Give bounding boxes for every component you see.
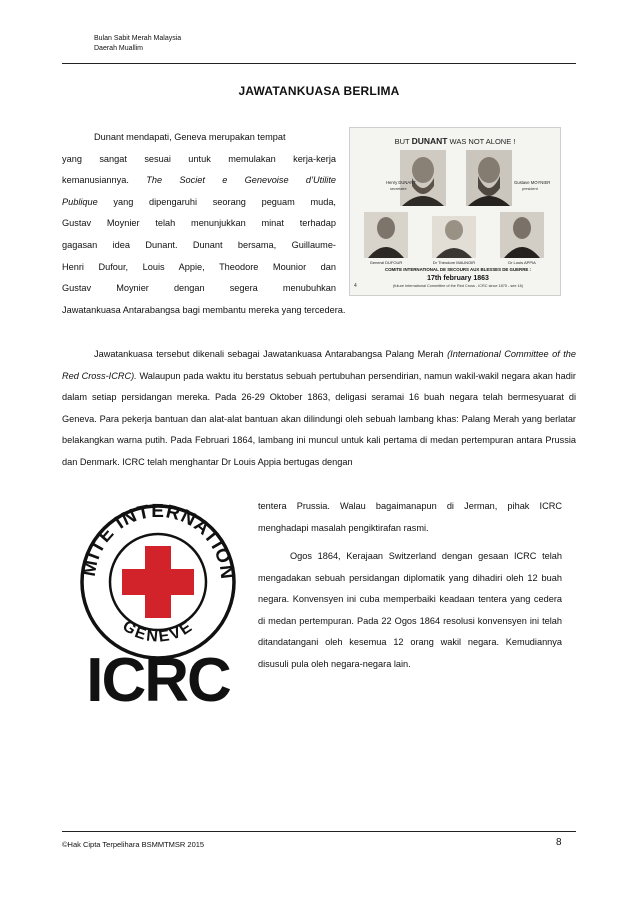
caption-note: (future International Committee of the Red Cross - ICRC since 1875 - see 16) [393, 284, 523, 288]
caption-date: 17th february 1863 [427, 275, 489, 282]
paragraph-3-text: Ogos 1864, Kerajaan Switzerland dengan gesaan ICRC telah mengadakan sebuah persidangan diplomatik yang dihadiri oleh 12 buah negara. Konvensyen ini cuba memperbaiki keadaan tentera yang cedera di medan pertempuran. Pada 22 Ogos 1864 resolusi konvensyen ini telah ditandatangani oleh kesemua 12 orang wakil negara. Kemudiannya disusuli pula oleh negara-negara lain. [258, 551, 562, 669]
founders-photo [349, 127, 561, 296]
line: gagasan idea Dunant. Dunant bersama, Guillaume- [62, 239, 336, 250]
red-crescent-logo [62, 30, 92, 60]
portrait-dufour [364, 212, 408, 258]
icrc-wordmark: ICRC [86, 646, 230, 710]
paragraph-2 [62, 344, 576, 474]
label-maunoir: Dr Théodore MAUNOIR [432, 260, 476, 265]
portrait-maunoir [432, 216, 476, 258]
paragraph-3 [258, 546, 562, 676]
line [62, 170, 336, 192]
footer-rule [62, 831, 576, 832]
footer-copyright: ©Hak Cipta Terpelihara BSMMTMSR 2015 [62, 840, 205, 849]
label-dufour: General DUFOUR [369, 260, 403, 265]
text-italic: (International Committee of the Red Cross-ICRC). [62, 349, 576, 381]
text: Jawatankuasa tersebut dikenali sebagai Jawatankuasa Antarabangsa Palang Merah [94, 349, 448, 359]
line: Dunant mendapati, Geneva merupakan tempat [94, 132, 286, 142]
label-dunant: Henry DUNANT [386, 180, 416, 185]
paragraph-2-continued [258, 496, 562, 539]
portrait-moynier [466, 150, 512, 206]
text-italic: Publique [62, 196, 98, 207]
red-cross-icon [122, 546, 194, 618]
line: Gustav Moynier telah menunjukkan minat terhadap [62, 218, 336, 229]
headline-part: BUT [394, 137, 412, 146]
label-appia: Dr Louis APPIA [508, 260, 536, 265]
founders-photo-art [350, 128, 560, 295]
ring-bottom-text: GENEVE [119, 617, 197, 646]
text: yang dipengaruhi seorang peguam muda, [97, 196, 336, 207]
text: kemanusiannya. [62, 175, 147, 186]
paragraph-2-text [62, 344, 576, 474]
paragraph-1-end [62, 300, 576, 322]
line: Jawatankuasa Antarabangsa bagi membantu mereka yang tercedera. [62, 305, 346, 315]
line: Henri Dufour, Louis Appie, Theodore Mounior dan [62, 261, 336, 272]
line: tentera Prussia. Walau bagaimanapun di Jerman, pihak ICRC menghadapi masalah pengiktirafan rasmi. [258, 501, 562, 533]
text: Walaupun pada waktu itu berstatus sebuah pertubuhan persendirian, namun wakil-wakil negara akan hadir dalam setiap persidangan mereka. Pada 26-29 Oktober 1863, deligasi seramai 16 buah negara telah bermesyuarat di Geneva. Para pekerja bantuan dan alat-alat bantuan akan dilindungi oleh sebuah lambang khas: Palang Merah yang berlatar belakangkan warna putih. Pada Februari 1864, lambang ini muncul untuk kali pertama di medan pertempuran antara Prussia dan Denmark. ICRC telah menghantar Dr Louis Appia bertugas dengan [62, 370, 576, 467]
paragraph-1 [62, 127, 336, 300]
header-rule [62, 63, 576, 64]
icrc-logo-art [63, 496, 253, 710]
caption-committee: COMITE INTERNATIONAL DE SECOURS AUX BLESSES DE GUERRE : [384, 267, 532, 272]
line [62, 192, 336, 214]
label-moynier: Gustave MOYNIER [514, 180, 551, 185]
label-dunant-role: secretaire [390, 187, 407, 191]
photo-page-number: 4 [354, 283, 357, 289]
portrait-appia [500, 212, 544, 258]
portrait-dunant [400, 150, 446, 206]
text-italic: The Societ e Genevoise d’Utilite [146, 175, 336, 186]
page-title: JAWATANKUASA BERLIMA [238, 84, 400, 98]
label-moynier-role: president [522, 187, 538, 191]
line: yang sangat sesuai untuk memulakan kerja-kerja [62, 153, 336, 164]
svg-text:GENEVE [119, 618, 196, 646]
ring-top-text: MITE INTERNATION [78, 500, 238, 581]
icrc-logo [63, 496, 253, 710]
line: Gustav Moynier dengan segera menubuhkan [62, 283, 336, 294]
headline-dunant: DUNANT [411, 136, 448, 146]
svg-text:BUT DUNANT WAS NOT ALONE ! [395, 136, 516, 146]
page-number: 8 [556, 837, 562, 848]
organization-name [94, 34, 181, 54]
org-line-2: Daerah Muallim [94, 45, 144, 52]
headline-part: WAS NOT ALONE ! [447, 137, 516, 146]
org-line-1: Bulan Sabit Merah Malaysia [94, 35, 182, 42]
